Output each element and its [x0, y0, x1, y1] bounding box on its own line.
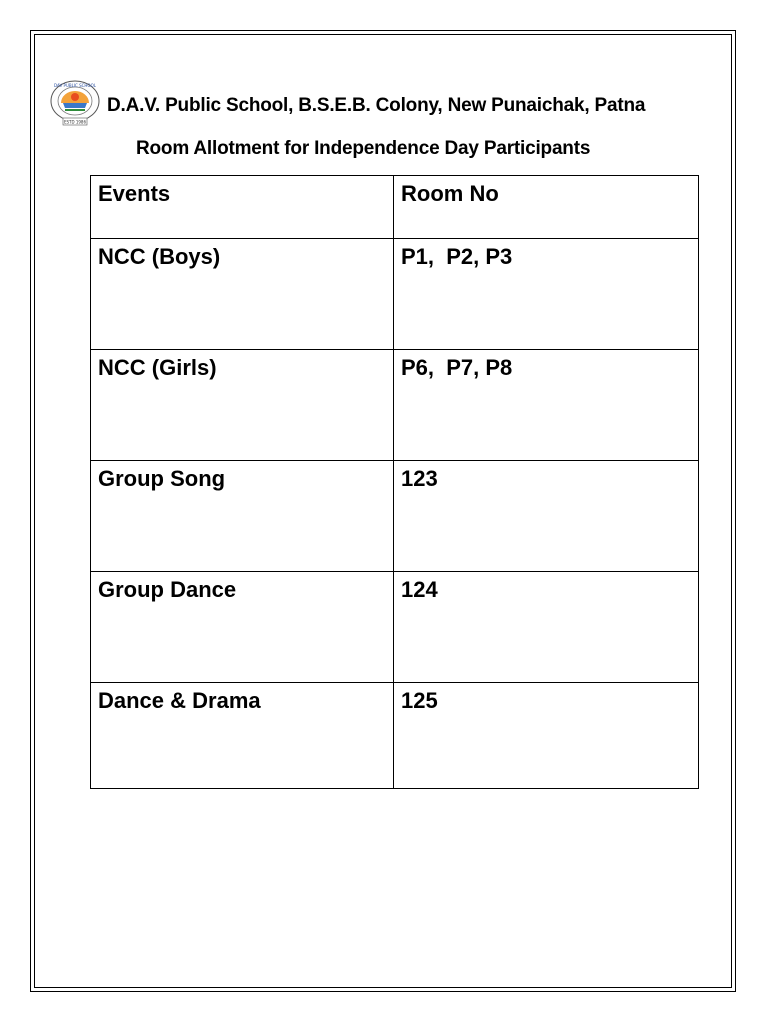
room-cell: 124	[394, 572, 699, 683]
document-title: Room Allotment for Independence Day Participants	[136, 138, 591, 159]
room-cell: 123	[394, 461, 699, 572]
logo-arc-text: DAV PUBLIC SCHOOL	[54, 83, 96, 88]
event-cell: NCC (Girls)	[91, 350, 394, 461]
table-row	[91, 572, 699, 683]
table-row	[91, 239, 699, 350]
school-logo	[49, 79, 101, 127]
room-cell: P6, P7, P8	[394, 350, 699, 461]
room-allotment-table	[90, 175, 699, 789]
event-cell: Dance & Drama	[91, 683, 394, 789]
room-cell: 125	[394, 683, 699, 789]
event-cell: NCC (Boys)	[91, 239, 394, 350]
event-cell: Group Song	[91, 461, 394, 572]
column-header-room-no: Room No	[394, 176, 699, 239]
event-cell: Group Dance	[91, 572, 394, 683]
room-cell: P1, P2, P3	[394, 239, 699, 350]
column-header-events: Events	[91, 176, 394, 239]
table-row	[91, 683, 699, 789]
table-header-row	[91, 176, 699, 239]
table-row	[91, 461, 699, 572]
table-row	[91, 350, 699, 461]
school-name: D.A.V. Public School, B.S.E.B. Colony, New Punaichak, Patna	[107, 95, 646, 116]
logo-caption: ESTD 1986	[63, 119, 87, 125]
